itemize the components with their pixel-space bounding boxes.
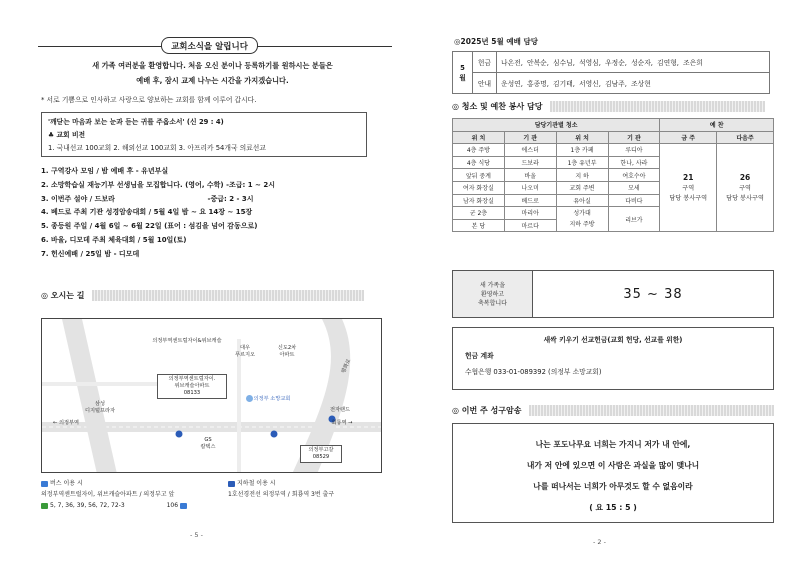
bus-icon	[41, 481, 48, 487]
scripture-heading	[452, 405, 774, 416]
directions-title: ◎ 오시는 길	[41, 291, 85, 300]
bus-stop: 의정부역센트럴자이, 위브캐슬아파트 / 의정부고 앞	[41, 491, 175, 498]
table-row	[453, 119, 774, 132]
church-icon	[246, 395, 253, 402]
bus-info	[41, 478, 189, 511]
service-duty-table	[452, 51, 770, 94]
news-list	[41, 165, 381, 262]
bus-route-2: 106	[166, 502, 179, 509]
offering-this-num: 21	[683, 173, 694, 183]
mission-account: 수협은행 033-01-089392 (의정부 소망교회)	[465, 368, 602, 376]
bus-title: 버스 이용 시	[50, 480, 83, 487]
welcome-line-1: 새 가족 여러분을 환영합니다. 처음 오신 분이나 등록하기를 원하시는 분들은	[92, 61, 333, 70]
news-item: 1. 구역강사 모임 / 밤 예배 후 - 유년부실	[41, 167, 169, 175]
cell: 여자 화장실	[453, 181, 505, 194]
col-header: 위 치	[556, 131, 608, 144]
table-row	[453, 52, 770, 73]
directions-map	[41, 318, 382, 473]
church-label-text: 의정부 소망교회	[253, 396, 291, 402]
heading-bar	[529, 405, 774, 416]
news-item: 6. 바울, 디모데 주최 체육대회 / 5월 10일(토)	[41, 235, 187, 244]
mission-account-label: 헌금 계좌	[465, 352, 494, 360]
col-header: 위 치	[453, 131, 505, 144]
map-label-top-apt: 의정부역센트럴자이&위브캐슬	[152, 338, 222, 344]
subway-info	[228, 478, 334, 500]
new-family-label: 새 가족을 환영하고 축복합니다	[453, 271, 533, 317]
offering-header: 예 찬	[660, 119, 774, 132]
cell: 4층 주방	[453, 144, 505, 157]
cleaning-heading	[452, 101, 765, 112]
cell: 본 당	[453, 219, 505, 232]
news-title: 교회소식을 알립니다	[161, 37, 258, 54]
subway-title: 지하철 이용 시	[237, 480, 276, 487]
col-header: 금 주	[660, 131, 717, 144]
cell: 마르다	[504, 219, 556, 232]
map-label-daewoo: 대우 푸르지오	[234, 345, 256, 358]
offering-next-line1: 구역	[739, 185, 752, 193]
cell: 남자 화장실	[453, 194, 505, 207]
cell: 유아실	[556, 194, 608, 207]
cell: 성가대 지하 주방	[556, 207, 608, 232]
cell: 에스더	[504, 144, 556, 157]
new-family-range: 35 ~ 38	[623, 286, 683, 302]
cell: 드보라	[504, 156, 556, 169]
col-header: 기 관	[608, 131, 660, 144]
map-road-diag: 평화로	[340, 358, 353, 375]
cell: 나오미	[504, 181, 556, 194]
bus-route-icon	[41, 503, 48, 509]
mission-offering-box	[452, 327, 774, 390]
map-label-gs: GS 칼텍스	[200, 437, 216, 450]
cell: 지 하	[556, 169, 608, 182]
subway-icon	[228, 481, 235, 487]
col-header: 다음주	[717, 131, 774, 144]
names-cell: 나온전, 안복순, 심수님, 석영심, 우정순, 성순자, 김연형, 조은희	[497, 52, 770, 73]
cell: 루디아	[608, 144, 660, 157]
map-label-jeonja: 전자랜드	[329, 407, 351, 413]
cleaning-title: ◎ 청소 및 예찬 봉사 담당	[452, 102, 543, 111]
cell: 바울	[504, 169, 556, 182]
cell: 앞뒤 중계	[453, 169, 505, 182]
table-row	[453, 73, 770, 94]
heading-bar	[92, 290, 364, 301]
table-row	[453, 131, 774, 144]
page-number-right: - 2 -	[593, 538, 606, 546]
offering-this-week	[660, 144, 717, 232]
page-number-left: - 5 -	[190, 531, 203, 539]
map-label-samsung: 삼성 디지털프라자	[84, 401, 116, 414]
cell: 교회 주변	[556, 181, 608, 194]
offering-this-line1: 구역	[682, 185, 695, 193]
cell: 1층 카페	[556, 144, 608, 157]
bus-routes: 5, 7, 36, 39, 56, 72, 72-3	[50, 502, 125, 509]
notice-text: * 서로 기쁨으로 인사하고 사랑으로 양보하는 교회를 함께 이루어 갑시다.	[41, 96, 257, 104]
scripture-reference: ( 요 15 : 5 )	[589, 503, 637, 512]
cell: 베드로	[504, 194, 556, 207]
col-header: 기 관	[504, 131, 556, 144]
map-label-shindo: 신도2차 아파트	[277, 345, 297, 358]
map-road-right: 회룡역 →	[331, 420, 353, 426]
map-box-bus-stop: 의정부역센트럴자이. 위브캐슬아파트 08133	[157, 374, 227, 399]
cell: 여호수아	[608, 169, 660, 182]
table-row	[453, 144, 774, 157]
month-cell: 5월	[453, 52, 473, 94]
news-item: 2. 소망학습실 재능기부 선생님을 모집합니다. (영어, 수학) -조급: 1 ~ 2시	[41, 180, 275, 189]
cell: 1층 유년부	[556, 156, 608, 169]
offering-next-line2: 담당 봉사구역	[726, 195, 764, 203]
welcome-line-2: 예배 후, 잠시 교제 나누는 시간을 가지겠습니다.	[136, 76, 289, 85]
cell: 군 2층	[453, 207, 505, 220]
cell: 모세	[608, 181, 660, 194]
welcome-message	[40, 58, 385, 88]
cell: 리브가	[608, 207, 660, 232]
map-box-center: 의정부고갈 08529	[300, 445, 342, 463]
subway-text: 1호선경전선 의정부역 / 회룡역 3번 출구	[228, 491, 335, 498]
news-item: 4. 베드로 주최 기관 성경암송대회 / 5월 4일 밤 ~ 요 14장 ~ 15장	[41, 208, 253, 217]
offering-next-week	[717, 144, 774, 232]
directions-heading	[41, 290, 364, 301]
cleaning-table	[452, 118, 774, 232]
cell: 한나, 사라	[608, 156, 660, 169]
verse-text: '깨닫는 마음과 보는 눈과 듣는 귀를 주옵소서' (신 29 : 4)	[48, 118, 224, 126]
cell: 4층 식당	[453, 156, 505, 169]
news-item: 3. 이번주 설야 / 드보라 -중급: 2 - 3시	[41, 194, 254, 203]
bus-route-2-icon	[180, 503, 187, 509]
cell: 다비다	[608, 194, 660, 207]
scripture-box	[452, 423, 774, 523]
clean-header: 담당기관별 청소	[453, 119, 660, 132]
scripture-line: 나를 떠나서는 너희가 아무것도 할 수 없음이라	[533, 482, 693, 491]
offering-this-line2: 담당 봉사구역	[669, 195, 708, 203]
vision-label: ♣ 교회 비전	[48, 131, 86, 139]
role-cell: 안내	[473, 73, 497, 94]
cell: 마리아	[504, 207, 556, 220]
news-item: 7. 헌신예배 / 25일 밤 - 디모데	[41, 249, 140, 258]
map-church-label	[238, 395, 298, 403]
names-cell: 운성연, 홍종명, 김기태, 서영신, 김남주, 조상현	[497, 73, 770, 94]
vision-text: 1. 국내선교 100교회 2. 해외선교 100교회 3. 아프리카 54개국 의료선교	[48, 144, 266, 152]
offering-next-num: 26	[739, 173, 751, 183]
new-family-box	[452, 270, 774, 318]
news-item: 5. 종등원 주일 / 4월 6일 ~ 6월 22일 (표어 : 섬김을 넘어 감동으로)	[41, 222, 258, 231]
scripture-line: 나는 포도나무요 너희는 가지니 저가 내 안에,	[535, 440, 691, 449]
role-cell: 헌금	[473, 52, 497, 73]
vision-box	[41, 112, 367, 157]
service-title: ◎2025년 5월 예배 담당	[454, 37, 538, 46]
scripture-title: ◎ 이번 주 성구암송	[452, 406, 522, 415]
scripture-line: 내가 저 안에 있으면 이 사람은 과실을 많이 맺나니	[526, 461, 700, 470]
heading-bar	[550, 101, 765, 112]
map-road-left: ← 의정부역	[52, 420, 80, 426]
mission-title: 새싹 키우기 선교헌금(교회 헌당, 선교를 위한)	[543, 336, 683, 344]
